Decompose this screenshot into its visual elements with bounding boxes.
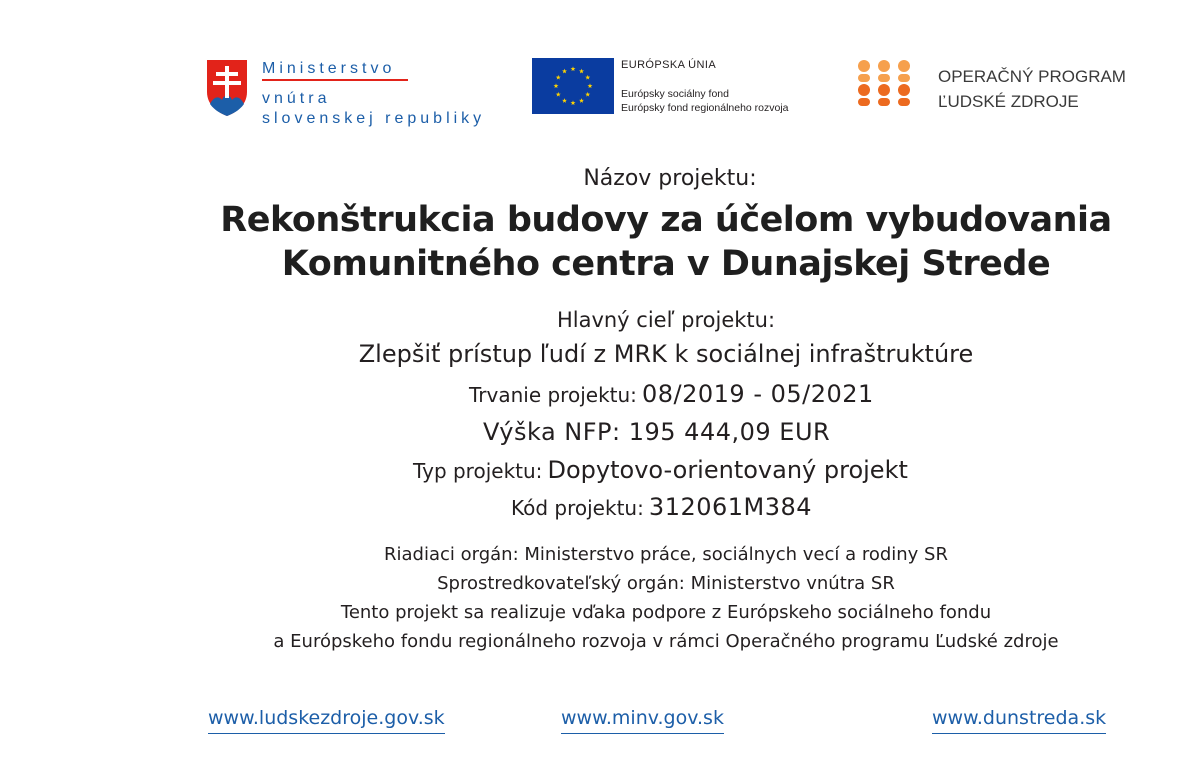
intermediate-body: Sprostredkovateľský orgán: Ministerstvo vnútra SR [437,573,895,594]
funding-note-line1: Tento projekt sa realizuje vďaka podpore z Európskeho sociálneho fondu [340,602,992,623]
project-type [413,456,908,484]
project-title-line1: Rekonštrukcia budovy za účelom vybudovania [220,200,1112,240]
managing-authority: Riadiaci orgán: Ministerstvo práce, sociálnych vecí a rodiny SR [384,544,948,565]
eu-fund-esf: Európsky sociálny fond [621,88,729,100]
project-type-value: Dopytovo-orientovaný projekt [547,456,908,484]
project-type-label: Typ projektu: [413,459,543,483]
ministry-name-line2: vnútra [262,90,331,107]
project-duration-label: Trvanie projektu: [469,383,637,407]
project-duration-value: 08/2019 - 05/2021 [642,380,874,408]
op-title-line1: OPERAČNÝ PROGRAM [938,67,1126,86]
project-goal-value: Zlepšiť prístup ľudí z MRK k sociálnej infraštruktúre [358,340,974,368]
eu-flag-icon [532,58,614,114]
funding-note-line2: a Európskeho fondu regionálneho rozvoja v rámci Operačného programu Ľudské zdroje [273,631,1059,652]
project-code-label: Kód projektu: [511,496,644,520]
project-duration [469,380,874,408]
eu-logo [532,58,822,114]
link-dunstreda[interactable]: www.dunstreda.sk [932,707,1106,734]
project-title-line2: Komunitného centra v Dunajskej Strede [281,244,1051,284]
slovak-coat-of-arms-icon [205,58,249,118]
op-people-dots-icon [856,58,916,116]
ministry-red-rule [262,79,408,81]
eu-title: EURÓPSKA ÚNIA [621,59,717,71]
eu-fund-erdf: Európsky fond regionálneho rozvoja [621,102,789,114]
link-ludskezdroje[interactable]: www.ludskezdroje.gov.sk [208,707,445,734]
ministry-logo [205,58,495,130]
project-code-value: 312061M384 [648,493,813,521]
op-logo [856,58,1146,116]
project-name-label: Názov projektu: [583,166,757,191]
op-title-line2: ĽUDSKÉ ZDROJE [938,92,1079,111]
ministry-name-line3: slovenskej republiky [262,110,486,127]
project-code [511,493,812,521]
link-minv[interactable]: www.minv.gov.sk [561,707,724,734]
ministry-name-line1: Ministerstvo [262,60,396,77]
project-goal-label: Hlavný cieľ projektu: [556,308,776,332]
project-nfp: Výška NFP: 195 444,09 EUR [483,418,831,446]
